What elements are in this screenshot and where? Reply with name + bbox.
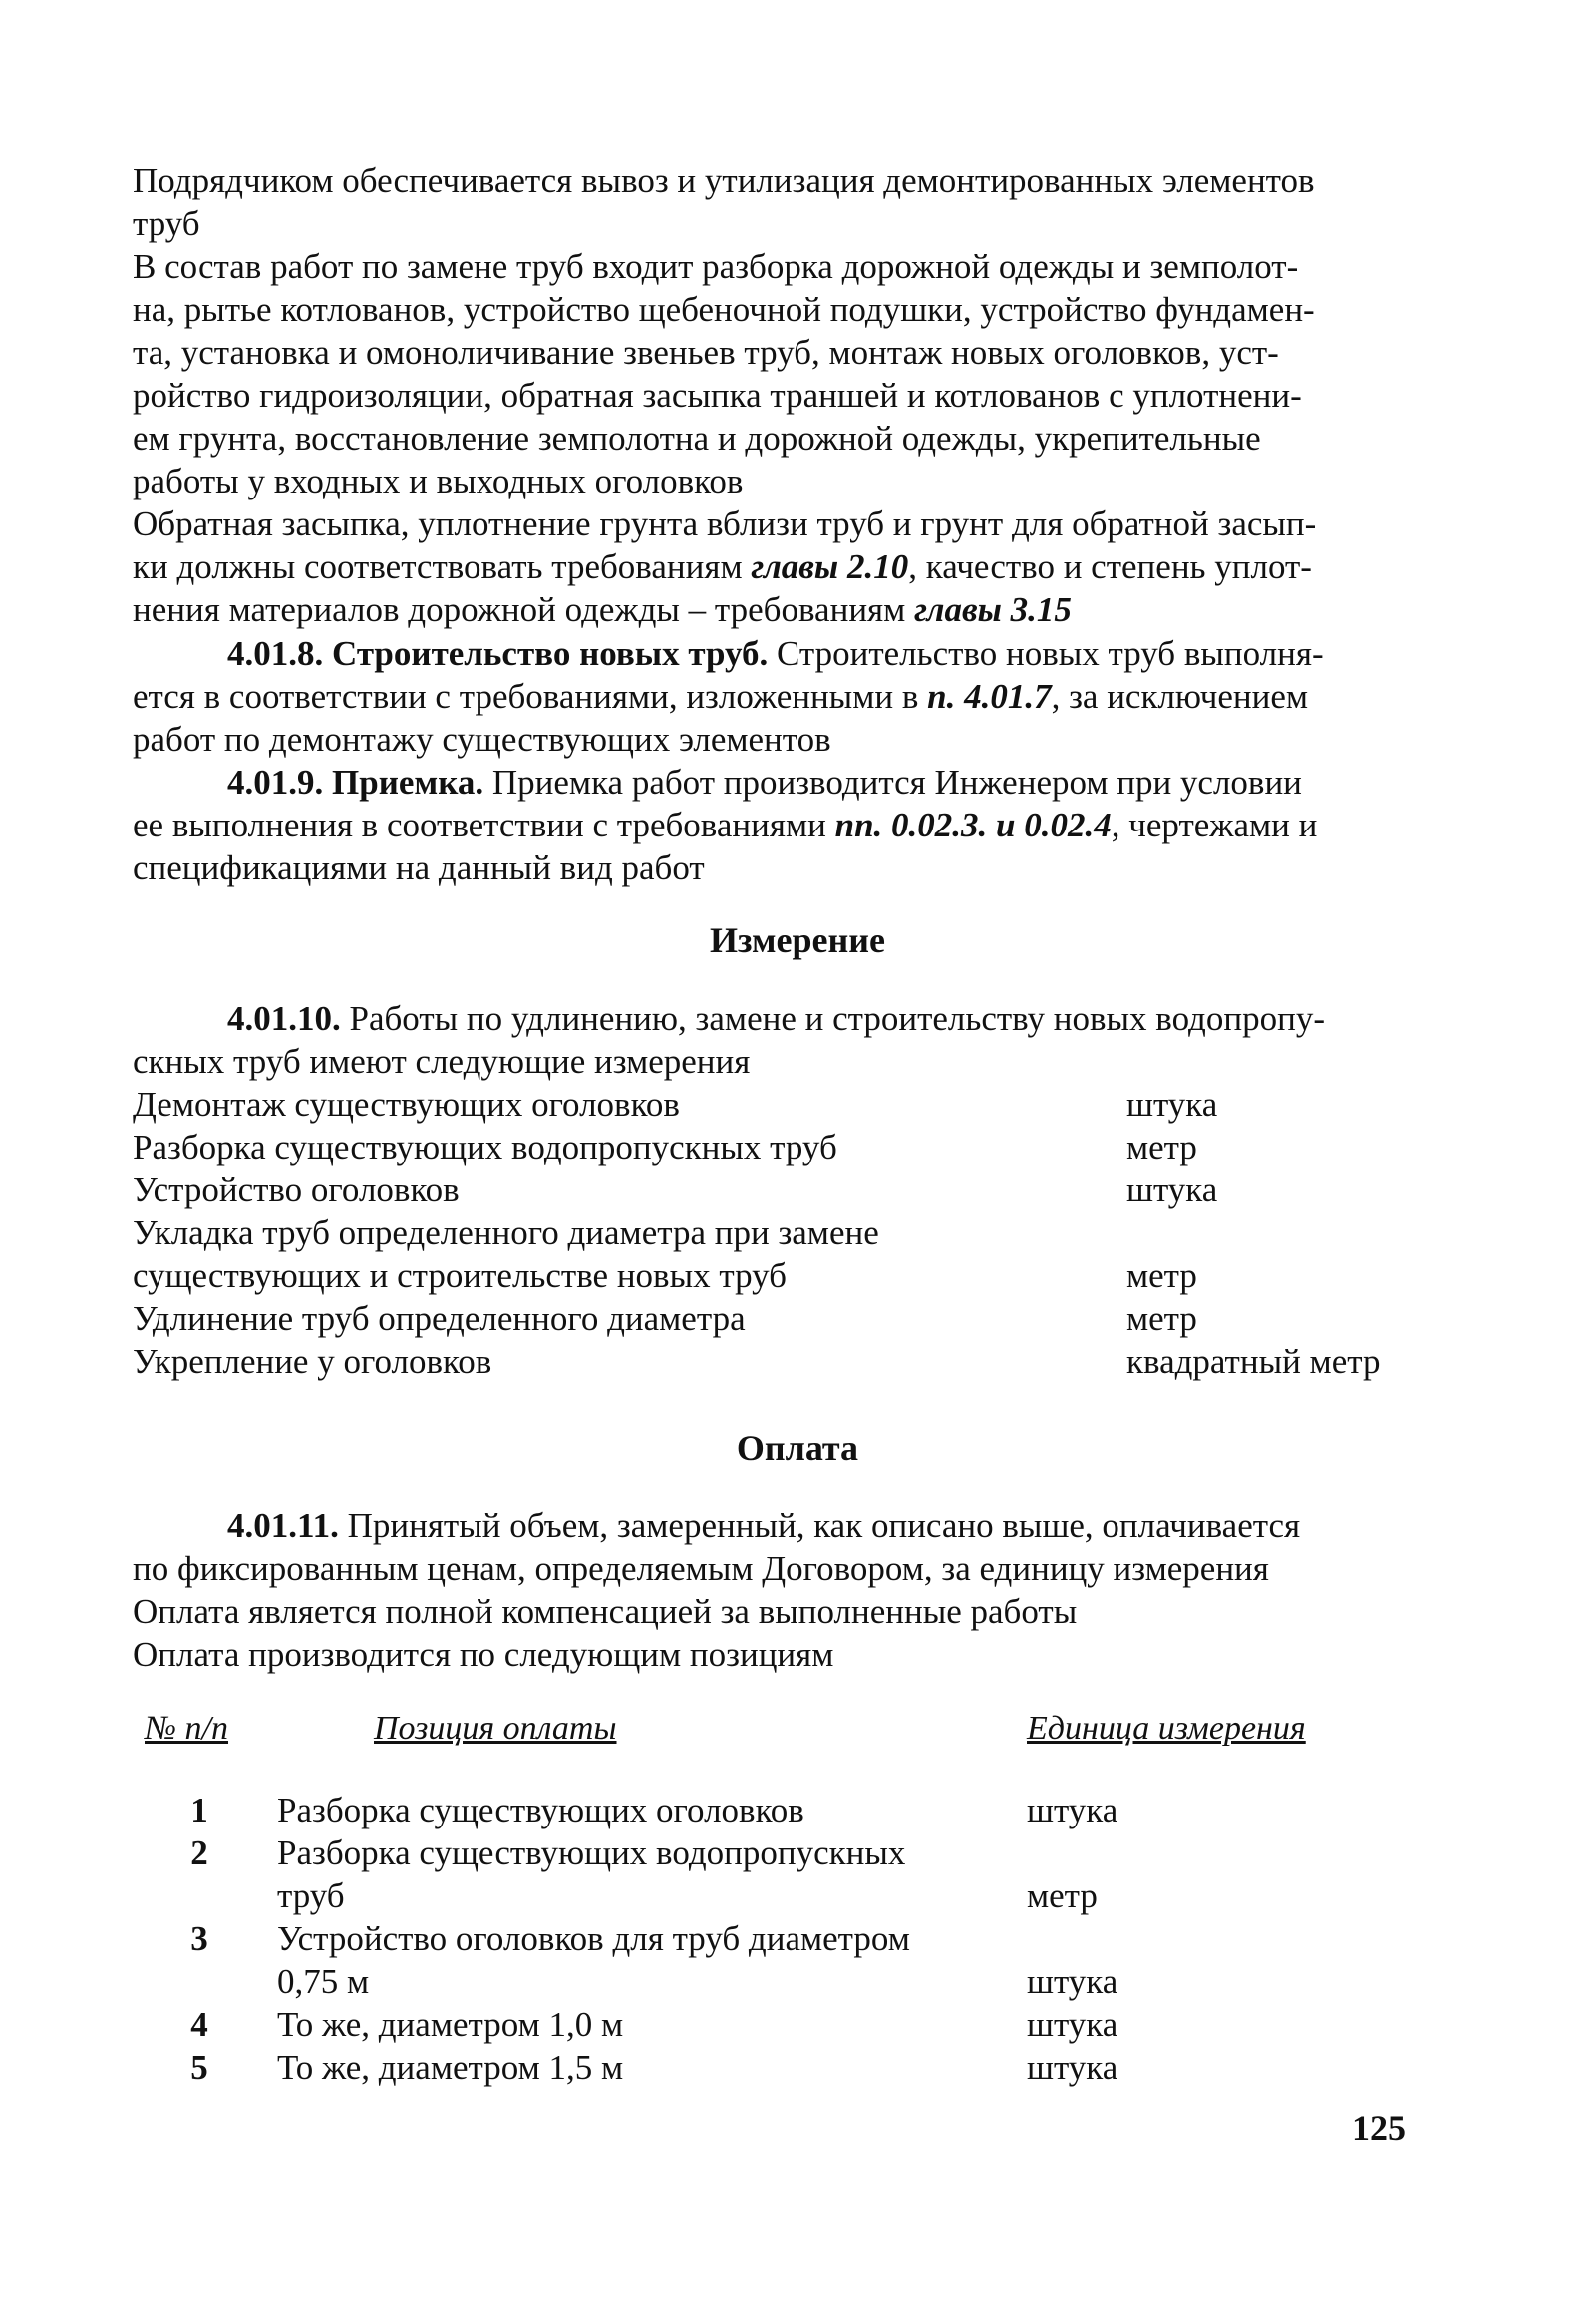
text-run: Приемка работ производится Инженером при условии	[483, 763, 1302, 802]
section-4-01-8	[133, 632, 1429, 761]
text-run: Принятый объем, замеренный, как описано выше, оплачивается	[338, 1506, 1301, 1545]
reference-link: пп. 0.02.3. и 0.02.4	[834, 806, 1112, 844]
text-run: нения материалов дорожной одежды – требованиям	[133, 590, 915, 629]
paragraph-disposal	[133, 160, 1429, 245]
text-line: та, установка и омоноличивание звеньев труб, монтаж новых оголовков, уст-	[133, 333, 1279, 372]
heading-measurement: Измерение	[710, 920, 885, 960]
paragraph-replacement-scope	[133, 245, 1429, 502]
measurement-name: существующих и строительстве новых труб	[133, 1256, 787, 1295]
measurement-name: Удлинение труб определенного диаметра	[133, 1299, 746, 1338]
measurement-unit: метр	[1126, 1256, 1197, 1295]
section-title: Строительство новых труб.	[332, 634, 769, 673]
column-header-number: № п/п	[145, 1710, 229, 1747]
row-unit: метр	[1027, 1876, 1098, 1915]
text-run: ется в соответствии с требованиями, изложенными в	[133, 677, 928, 716]
text-run: , качество и степень уплот-	[908, 547, 1312, 586]
measurement-name: Устройство оголовков	[133, 1170, 460, 1209]
text-run: Строительство новых труб выполня-	[768, 634, 1324, 673]
row-position: Разборка существующих оголовков	[277, 1791, 804, 1829]
text-line: спецификациями на данный вид работ	[133, 848, 705, 887]
row-position-continued: труб	[277, 1876, 345, 1915]
text-line	[133, 675, 1429, 718]
column-header-position: Позиция оплаты	[374, 1710, 617, 1747]
text-line: ем грунта, восстановление земполотна и дорожной одежды, укрепительные	[133, 419, 1261, 458]
measurement-unit: штука	[1126, 1170, 1218, 1209]
measurement-unit: штука	[1126, 1085, 1218, 1124]
section-number: 4.01.10.	[227, 999, 341, 1038]
section-number: 4.01.11.	[227, 1506, 339, 1545]
measurement-unit: метр	[1126, 1128, 1197, 1166]
text-run: ее выполнения в соответствии с требованиями	[133, 806, 835, 844]
measurement-unit: метр	[1126, 1299, 1197, 1338]
section-4-01-10	[133, 997, 1429, 1083]
row-number: 3	[190, 1919, 208, 1958]
text-line: Оплата производится по следующим позициям	[133, 1635, 834, 1674]
row-unit: штука	[1027, 1962, 1118, 2001]
measurement-name: Укладка труб определенного диаметра при замене	[133, 1213, 879, 1252]
text-line	[133, 588, 1429, 631]
measurement-row	[133, 1126, 1448, 1168]
section-number: 4.01.9.	[227, 763, 324, 802]
text-run: Работы по удлинению, замене и строительству новых водопропу-	[340, 999, 1325, 1038]
row-position: То же, диаметром 1,5 м	[277, 2048, 624, 2087]
row-unit: штука	[1027, 1791, 1118, 1829]
table-row	[0, 1917, 1595, 2003]
measurement-name: Разборка существующих водопропускных труб	[133, 1128, 837, 1166]
section-4-01-11	[133, 1504, 1429, 1676]
row-number: 2	[190, 1833, 208, 1872]
table-row	[0, 1789, 1595, 1831]
heading-payment: Оплата	[736, 1428, 859, 1468]
row-number: 1	[190, 1791, 208, 1829]
column-header-unit: Единица измерения	[1027, 1710, 1306, 1747]
measurement-row	[133, 1168, 1448, 1211]
text-run: , чертежами и	[1111, 806, 1318, 844]
section-number: 4.01.8.	[227, 634, 324, 673]
row-position: То же, диаметром 1,0 м	[277, 2005, 624, 2044]
text-line	[133, 997, 1429, 1040]
text-line	[133, 632, 1429, 675]
text-line	[133, 545, 1429, 588]
row-number: 4	[190, 2005, 208, 2044]
reference-link: главы 3.15	[914, 590, 1072, 629]
paragraph-backfill	[133, 502, 1429, 631]
text-line: работы у входных и выходных оголовков	[133, 462, 744, 500]
measurement-list	[133, 1083, 1448, 1383]
measurement-row	[133, 1340, 1448, 1383]
reference-link: главы 2.10	[751, 547, 909, 586]
text-line	[133, 804, 1429, 846]
row-position: Разборка существующих водопропускных	[277, 1833, 906, 1872]
measurement-row	[133, 1211, 1448, 1254]
measurement-row	[133, 1297, 1448, 1340]
page-number: 125	[1352, 2108, 1406, 2148]
text-line	[133, 761, 1429, 804]
text-line: Оплата является полной компенсацией за выполненные работы	[133, 1592, 1078, 1631]
table-row	[0, 2003, 1595, 2046]
text-line: Подрядчиком обеспечивается вывоз и утилизация демонтированных элементов	[133, 162, 1315, 200]
text-line: скных труб имеют следующие измерения	[133, 1042, 751, 1081]
row-unit: штука	[1027, 2005, 1118, 2044]
table-row	[0, 2046, 1595, 2089]
section-title: Приемка.	[332, 763, 484, 802]
text-line: на, рытье котлованов, устройство щебеночной подушки, устройство фундамен-	[133, 290, 1315, 329]
measurement-row	[133, 1254, 1448, 1297]
text-line: труб	[133, 204, 200, 243]
table-row	[0, 1831, 1595, 1917]
row-position-continued: 0,75 м	[277, 1962, 370, 2001]
section-4-01-9	[133, 761, 1429, 889]
text-run: , за исключением	[1051, 677, 1309, 716]
row-unit: штука	[1027, 2048, 1118, 2087]
text-line: В состав работ по замене труб входит разборка дорожной одежды и земполот-	[133, 247, 1299, 286]
row-position: Устройство оголовков для труб диаметром	[277, 1919, 910, 1958]
measurement-unit: квадратный метр	[1126, 1342, 1381, 1381]
text-line: Обратная засыпка, уплотнение грунта вблизи труб и грунт для обратной засып-	[133, 504, 1317, 543]
measurement-name: Укрепление у оголовков	[133, 1342, 492, 1381]
text-run: ки должны соответствовать требованиям	[133, 547, 752, 586]
row-number: 5	[190, 2048, 208, 2087]
text-line: по фиксированным ценам, определяемым Договором, за единицу измерения	[133, 1549, 1269, 1588]
text-line: работ по демонтажу существующих элементов	[133, 720, 831, 759]
measurement-row	[133, 1083, 1448, 1126]
text-line: ройство гидроизоляции, обратная засыпка траншей и котлованов с уплотнени-	[133, 376, 1302, 415]
text-line	[133, 1504, 1429, 1547]
measurement-name: Демонтаж существующих оголовков	[133, 1085, 680, 1124]
reference-link: п. 4.01.7	[927, 677, 1052, 716]
